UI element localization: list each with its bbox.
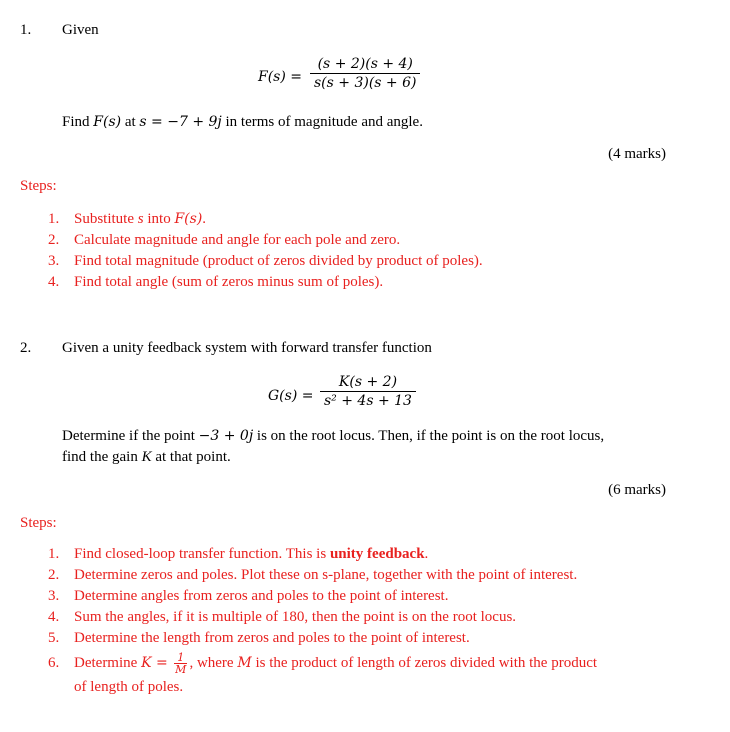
q1-lhs <box>258 69 302 85</box>
q2-step-6 <box>48 651 597 699</box>
q2-step-number: 5. <box>48 630 60 646</box>
q2-intro: Given a unity feedback system with forward transfer function <box>62 340 432 356</box>
q2-fraction <box>320 374 416 409</box>
q2-task-post: is on the root locus. Then, if the point is on the root locus, <box>253 428 605 444</box>
q2-step-text: Determine zeros and poles. Plot these on s-plane, together with the point of interest. <box>74 567 578 583</box>
q2-step-5 <box>48 628 597 649</box>
q2-step-1 <box>48 544 597 565</box>
q2-numerator: K(s + 2) <box>338 374 398 390</box>
q1-step-number: 1. <box>48 211 60 227</box>
q2-lhs <box>268 388 313 404</box>
q2-step-text: Determine angles from zeros and poles to the point of interest. <box>74 588 449 604</box>
q2-task-line2-pre: find the gain <box>62 449 142 465</box>
q1-numerator: (s + 2)(s + 4) <box>317 56 413 72</box>
q2-step-4 <box>48 607 597 628</box>
q2-step-text: where <box>193 655 238 671</box>
q2-step-frac-den: M <box>175 663 187 677</box>
q2-step-fraction <box>174 652 187 675</box>
q1-task-point: s = −7 + 9j <box>139 114 222 130</box>
q1-step-1 <box>48 209 483 230</box>
q1-step-4 <box>48 272 483 293</box>
q2-task-line2 <box>62 449 231 466</box>
q2-task <box>62 428 604 445</box>
q2-denominator: s² + 4s + 13 <box>324 393 412 409</box>
q2-step-2 <box>48 565 597 586</box>
q2-step-text: Determine the length from zeros and poles to the point of interest. <box>74 630 470 646</box>
q2-step-comma: , <box>189 655 194 671</box>
q2-step-bold: unity feedback <box>329 546 425 562</box>
q1-step-var: s <box>137 211 144 227</box>
q1-step-number: 2. <box>48 232 60 248</box>
q2-step-number: 4. <box>48 609 60 625</box>
q2-steps-list <box>48 544 597 699</box>
q2-step-text: is the product of length of zeros divided with the product <box>251 655 598 671</box>
q2-step-text: Determine <box>74 655 142 671</box>
q1-number: 1. <box>20 22 32 38</box>
q1-step-text: Find total magnitude (product of zeros divided by product of poles). <box>74 253 483 269</box>
q2-steps-title: Steps: <box>20 515 57 531</box>
q1-intro: Given <box>62 22 99 38</box>
q1-steps-title: Steps: <box>20 178 57 194</box>
q2-task-point: −3 + 0j <box>198 428 254 444</box>
q1-step-text: into <box>143 211 175 227</box>
q1-step-text: Substitute <box>74 211 138 227</box>
q2-marks: (6 marks) <box>608 482 666 498</box>
q1-step-3 <box>48 251 483 272</box>
q2-step-3 <box>48 586 597 607</box>
q2-step-eq: = <box>151 655 173 671</box>
q1-step-text: Calculate magnitude and angle for each pole and zero. <box>74 232 401 248</box>
q1-task-pre: Find <box>62 114 94 130</box>
q1-marks: (4 marks) <box>608 146 666 162</box>
q1-step-text: . <box>202 211 207 227</box>
q2-step-number: 2. <box>48 567 60 583</box>
q1-step-2 <box>48 230 483 251</box>
q1-step-number: 4. <box>48 274 60 290</box>
q2-task-pre: Determine if the point <box>62 428 199 444</box>
q2-lhs-text: G(s) = <box>268 388 314 404</box>
q1-steps-list <box>48 209 483 293</box>
q2-step-frac-num: 1 <box>174 652 187 664</box>
q1-task <box>62 114 423 131</box>
q1-task-mid: at <box>121 114 140 130</box>
q1-fraction <box>310 56 420 91</box>
q1-step-text: Find total angle (sum of zeros minus sum of poles). <box>74 274 384 290</box>
q2-step-number: 1. <box>48 546 60 562</box>
q1-lhs-text: F(s) = <box>258 69 303 85</box>
q2-step-number: 3. <box>48 588 60 604</box>
q2-task-line2-var: K <box>141 449 152 465</box>
q2-step-number: 6. <box>48 655 60 671</box>
q2-step-var-m: M <box>237 655 252 671</box>
q2-step-text: . <box>424 546 429 562</box>
q2-step-text: Find closed-loop transfer function. This is <box>74 546 330 562</box>
q1-denominator: s(s + 3)(s + 6) <box>314 75 417 91</box>
q2-step-text-line2: of length of poles. <box>74 679 184 696</box>
q1-step-number: 3. <box>48 253 60 269</box>
q2-number: 2. <box>20 340 32 356</box>
q2-step-text: Sum the angles, if it is multiple of 180, then the point is on the root locus. <box>74 609 517 625</box>
q1-task-post: in terms of magnitude and angle. <box>221 114 423 130</box>
q1-task-func: F(s) <box>93 114 122 130</box>
q2-step-var-k: K <box>141 655 152 671</box>
q1-step-func: F(s) <box>174 211 203 227</box>
q2-task-line2-post: at that point. <box>151 449 231 465</box>
